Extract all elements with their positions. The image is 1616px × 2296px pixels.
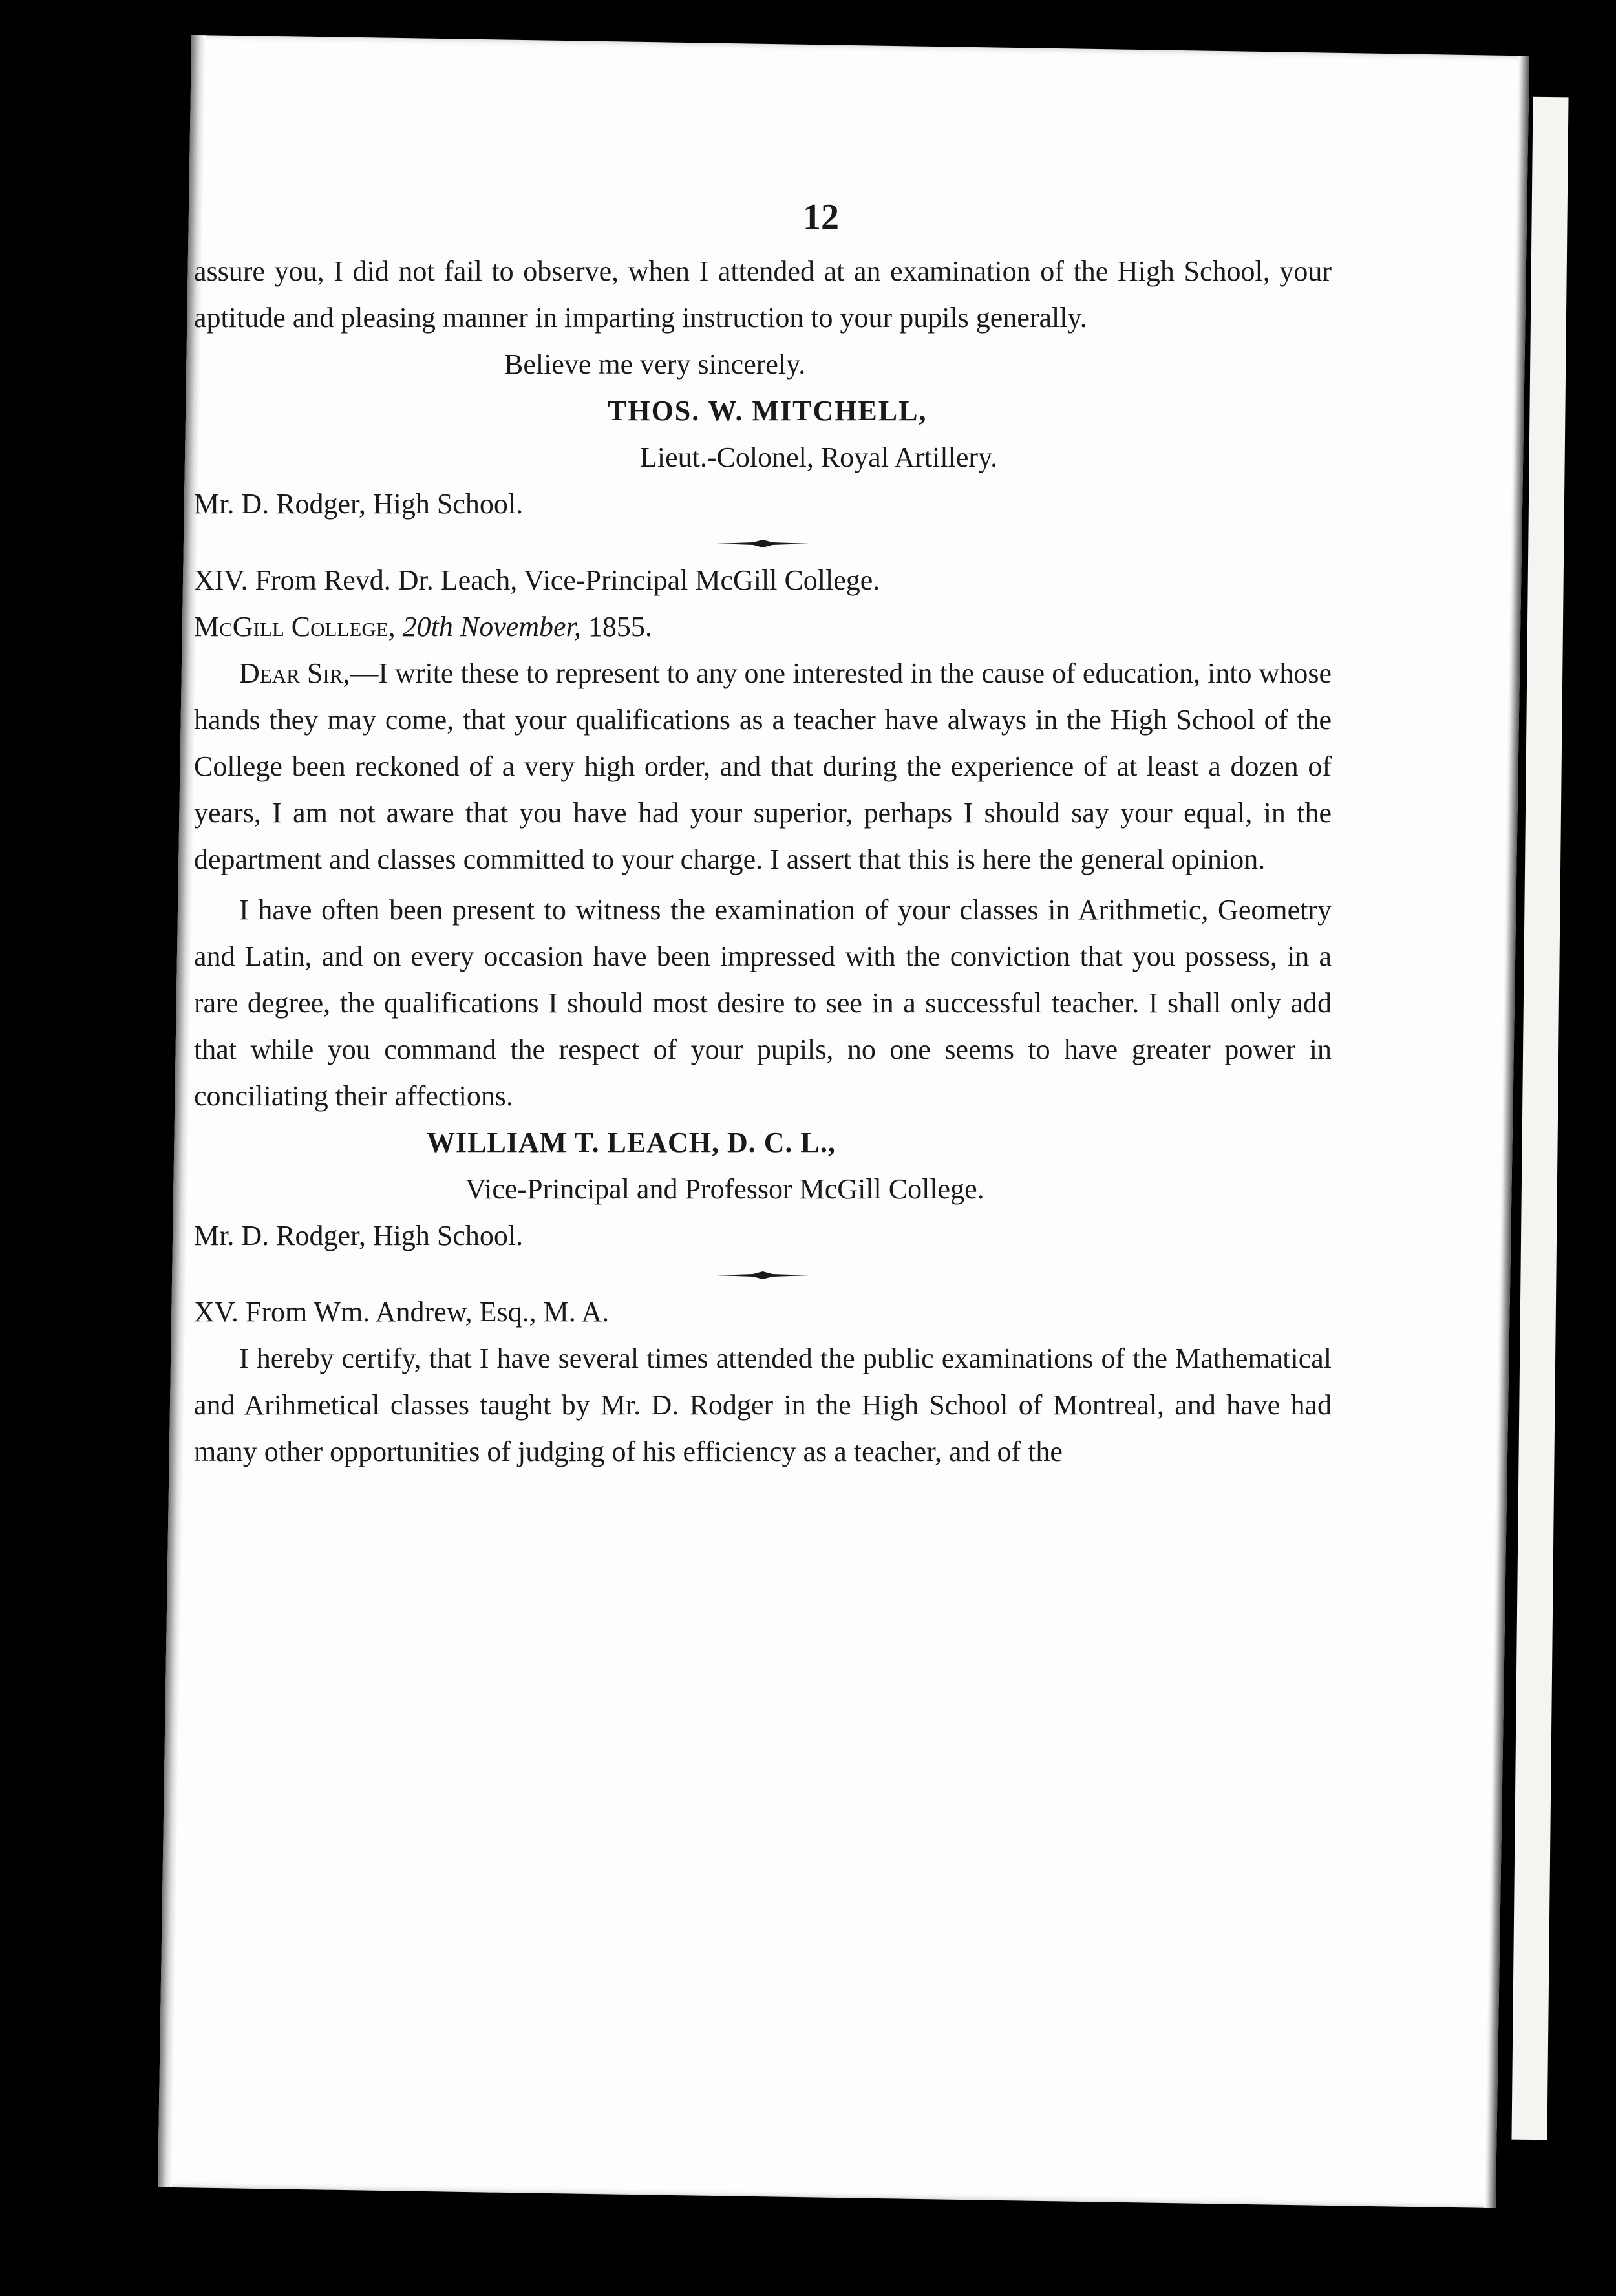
mitchell-signature: THOS. W. MITCHELL, (608, 395, 928, 427)
section-divider-ornament-2 (714, 1271, 811, 1280)
leach-salutation: Dear Sir, (239, 657, 350, 689)
andrew-paragraph-1: I hereby certify, that I have several times attended the public examinations of the Mathematical and Arihmetical classes taught by Mr. D. Rodger in the High School of Montreal, and have had many other opportunities of judging of his efficiency as a teacher, and of the (194, 1343, 1332, 1467)
leach-dateline-year: 1855. (588, 611, 652, 643)
mitchell-addressee: Mr. D. Rodger, High School. (194, 488, 524, 520)
leach-paragraph-1-text: —I write these to represent to any one interested in the cause of education, into whose hands they may come, that your qualifications as a teacher have always in the High School of the College been reckoned of a very high order, and that during the experience of at least a dozen of years, I am not aware that you have had your superior, perhaps I should say your equal, in the department and classes committed to your charge. I assert that this is here the general opinion. (194, 657, 1332, 875)
mitchell-continuation: assure you, I did not fail to observe, when I attended at an examination of the High School, your aptitude and pleasing manner in imparting instruction to your pupils generally. (194, 255, 1332, 334)
leach-paragraph-2: I have often been present to witness the examination of your classes in Arithmetic, Geometry and Latin, and on every occasion have been impressed with the conviction that you possess, in a rare degree, the qualifications I should most desire to see in a successful teacher. I shall only add that while you command the respect of your pupils, no one seems to have greater power in conciliating their affections. (194, 894, 1332, 1112)
leach-paragraph-1 (194, 650, 1332, 883)
andrew-letter (194, 1289, 1332, 1475)
page-text (194, 194, 1332, 1475)
leach-dateline-date: 20th November, (402, 611, 581, 643)
leach-letter (194, 557, 1332, 1259)
leach-dateline-place: McGill College, (194, 611, 396, 643)
mitchell-signature-title: Lieut.-Colonel, Royal Artillery. (640, 441, 998, 473)
leach-heading: XIV. From Revd. Dr. Leach, Vice-Principal McGill College. (194, 564, 880, 596)
leach-dateline (194, 604, 1332, 650)
leach-addressee: Mr. D. Rodger, High School. (194, 1220, 524, 1251)
andrew-heading: XV. From Wm. Andrew, Esq., M. A. (194, 1296, 610, 1328)
mitchell-letter (194, 248, 1332, 527)
mitchell-closing: Believe me very sincerely. (504, 348, 806, 380)
leach-signature-title: Vice-Principal and Professor McGill College. (465, 1173, 984, 1205)
page-number: 12 (803, 197, 839, 237)
leach-signature: WILLIAM T. LEACH, D. C. L., (427, 1127, 836, 1158)
section-divider-ornament (714, 539, 811, 548)
